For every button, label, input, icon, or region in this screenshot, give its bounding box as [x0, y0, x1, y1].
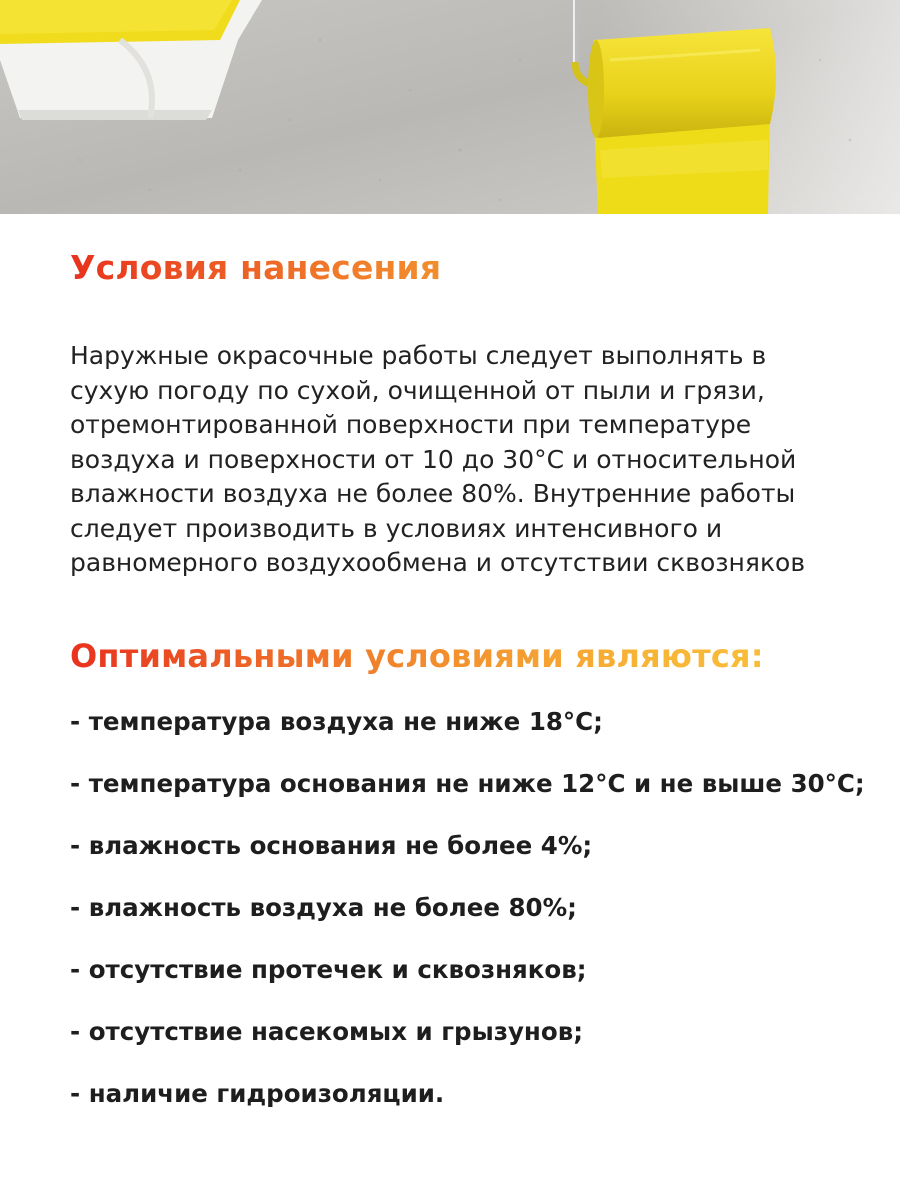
intro-paragraph: Наружные окрасочные работы следует выполнять в сухую погоду по сухой, очищенной от пыли и грязи, отремонтированной поверхности при температуре воздуха и поверхности от 10 до 30°С и относительной влажности воздуха не более 80%. Внутренние работы следует производить в условиях интенсивного и равномерного воздухообмена и отсутствии сквозняков — [70, 341, 806, 577]
paint-roller-photo-icon — [0, 0, 900, 214]
conditions-list — [70, 705, 865, 1139]
list-item: - отсутствие насекомых и грызунов; — [70, 1016, 583, 1046]
list-item: - влажность воздуха не более 80%; — [70, 892, 577, 922]
list-item: - температура воздуха не ниже 18°С; — [70, 706, 603, 736]
conditions-title: Оптимальными условиями являются: — [70, 637, 830, 675]
list-item: - наличие гидроизоляции. — [70, 1078, 445, 1108]
section-title: Условия нанесения — [70, 248, 830, 287]
list-item: - влажность основания не более 4%; — [70, 830, 593, 860]
list-item: - температура основания не ниже 12°С и не выше 30°С; — [70, 768, 865, 798]
hero-image — [0, 0, 900, 214]
list-item: - отсутствие протечек и сквозняков; — [70, 954, 587, 984]
